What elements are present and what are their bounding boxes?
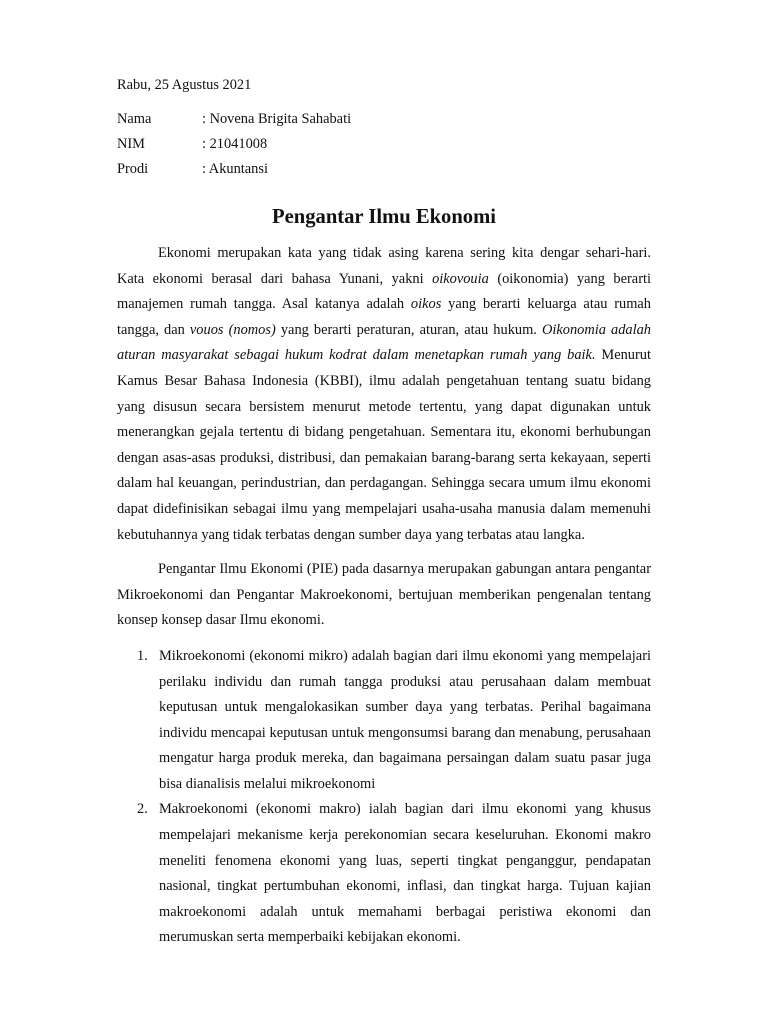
text-run-italic: oikovouia <box>432 270 489 287</box>
identity-label: Prodi <box>117 161 149 177</box>
text-run-italic: vouos (nomos) <box>189 321 276 338</box>
text-run: Ekonomi merupakan kata yang tidak asing karena sering kita dengar sehari-hari. Kata ekonomi berasal dari bahasa Yunani, yakni <box>117 245 651 287</box>
identity-row-nama <box>117 107 651 132</box>
list-item-text: Mikroekonomi (ekonomi mikro) adalah bagian dari ilmu ekonomi yang mempelajari perilaku individu dan rumah tangga produksi atau perusahaan dalam membuat keputusan untuk mengalokasikan sumber daya yang terbatas. Perihal bagaimana individu mencapai keputusan untuk mengonsumsi barang dan menabung, perusahaan mengatur harga produk mereka, dan bagaimana persaingan dalam suatu pasar juga bisa dianalisis melalui mikroekonomi <box>159 647 651 792</box>
identity-row-prodi <box>117 157 651 182</box>
document-date: Rabu, 25 Agustus 2021 <box>117 77 252 93</box>
text-run-italic: Oikonomia adalah aturan masyarakat sebagai hukum kodrat dalam menetapkan rumah yang baik. <box>117 321 651 364</box>
list-number: 2. <box>137 801 148 818</box>
identity-block <box>117 107 651 182</box>
list-item <box>117 644 651 798</box>
text-run: yang berarti keluarga atau rumah tangga, dan <box>117 296 651 338</box>
identity-value: : 21041008 <box>202 136 268 152</box>
list-number: 1. <box>137 647 148 664</box>
identity-row-nim <box>117 132 651 157</box>
text-run-italic: oikos <box>410 296 442 313</box>
paragraph-definition <box>117 241 651 548</box>
paragraph-pie: Pengantar Ilmu Ekonomi (PIE) pada dasarnya merupakan gabungan antara pengantar Mikroekonomi dan Pengantar Makroekonomi, bertujuan memberikan pengenalan tentang konsep konsep dasar Ilmu ekonomi. <box>117 561 651 629</box>
text-run: yang berarti peraturan, aturan, atau hukum. <box>275 321 542 338</box>
text-run: Menurut Kamus Besar Bahasa Indonesia (KBBI), ilmu adalah pengetahuan tentang suatu bidang yang disusun secara bersistem menurut metode tertentu, yang dapat digunakan untuk menerangkan gejala tertentu di bidang pengetahuan. Sementara itu, ekonomi berhubungan dengan asas-asas produksi, distribusi, dan pemakaian barang-barang serta kekayaan, seperti dalam hal keuangan, perindustrian, dan perdagangan. Sehingga secara umum ilmu ekonomi dapat didefinisikan sebagai ilmu yang mempelajari usaha-usaha manusia dalam memenuhi kebutuhannya yang tidak terbatas dengan sumber daya yang terbatas atau langka. <box>117 347 651 543</box>
document-title: Pengantar Ilmu Ekonomi <box>272 206 496 228</box>
numbered-list <box>117 644 651 951</box>
list-item <box>117 797 651 951</box>
identity-value: : Akuntansi <box>202 161 268 177</box>
text-run: (oikonomia) yang berarti manajemen rumah tangga. Asal katanya adalah <box>117 270 651 313</box>
document-page <box>117 73 651 951</box>
list-item-text: Makroekonomi (ekonomi makro) ialah bagian dari ilmu ekonomi yang khusus mempelajari mekanisme kerja perekonomian secara keseluruhan. Ekonomi makro meneliti fenomena ekonomi yang luas, seperti tingkat penganggur, pendapatan nasional, tingkat pertumbuhan ekonomi, inflasi, dan tingkat harga. Tujuan kajian makroekonomi adalah untuk memahami berbagai peristiwa ekonomi dan merumuskan serta memperbaiki kebijakan ekonomi. <box>159 801 651 946</box>
identity-label: NIM <box>117 136 145 152</box>
identity-label: Nama <box>117 111 152 127</box>
identity-value: : Novena Brigita Sahabati <box>202 111 352 127</box>
